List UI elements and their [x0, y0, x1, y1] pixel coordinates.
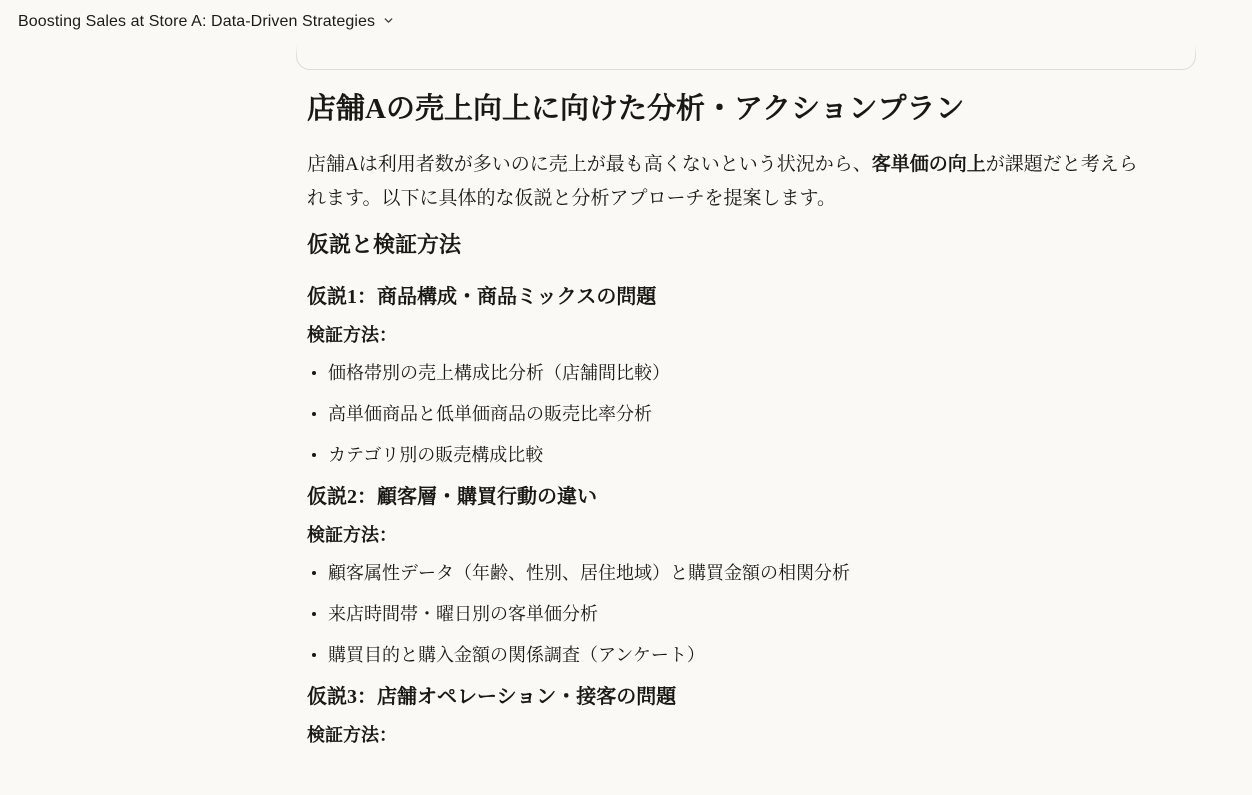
hypothesis-1-heading: 仮説1：商品構成・商品ミックスの問題 [307, 286, 657, 308]
list-item-text: 高単価商品と低単価商品の販売比率分析 [328, 404, 652, 424]
intro-text-bold: 客単価の向上 [871, 154, 986, 175]
doc-title: 店舗Aの売上向上に向けた分析・アクションプラン [307, 93, 965, 125]
bullet-dot-icon [312, 453, 316, 457]
list-item-text: カテゴリ別の販売構成比較 [328, 445, 544, 465]
header-fade [0, 44, 1252, 58]
intro-text-pre: 店舗Aは利用者数が多いのに売上が最も高くないという状況から、 [307, 154, 872, 175]
hypothesis-1-list [307, 361, 1148, 467]
list-item [307, 602, 1148, 626]
bullet-dot-icon [312, 371, 316, 375]
hypothesis-2-list [307, 561, 1148, 667]
conversation-header [0, 0, 1252, 44]
list-item-text: 顧客属性データ（年齢、性別、居住地域）と購買金額の相関分析 [328, 563, 850, 583]
bullet-dot-icon [312, 612, 316, 616]
list-item [307, 402, 1148, 426]
bullet-dot-icon [312, 412, 316, 416]
list-item [307, 443, 1148, 467]
bullet-dot-icon [312, 653, 316, 657]
list-item [307, 643, 1148, 667]
verification-label-1: 検証方法： [307, 325, 397, 345]
list-item [307, 561, 1148, 585]
assistant-response [307, 90, 1148, 761]
chevron-down-icon [382, 13, 395, 32]
hypothesis-3-heading: 仮説3：店舗オペレーション・接客の問題 [307, 686, 677, 708]
verification-label-2: 検証方法： [307, 525, 397, 545]
section-heading: 仮説と検証方法 [307, 232, 462, 257]
intro-paragraph [307, 148, 1148, 216]
list-item-text: 購買目的と購入金額の関係調査（アンケート） [328, 645, 705, 665]
list-item-text: 価格帯別の売上構成比分析（店舗間比較） [328, 363, 670, 383]
list-item-text: 来店時間帯・曜日別の客単価分析 [328, 604, 598, 624]
conversation-title-button[interactable] [18, 11, 395, 32]
intro-text-post: が課題だと考えられます。以下に具体的な仮説と分析アプローチを提案します。 [307, 154, 1138, 209]
list-item [307, 361, 1148, 385]
conversation-title: Boosting Sales at Store A: Data-Driven Strategies [18, 13, 376, 31]
hypothesis-2-heading: 仮説2：顧客層・購買行動の違い [307, 486, 597, 508]
verification-label-3: 検証方法： [307, 725, 397, 745]
bullet-dot-icon [312, 571, 316, 575]
